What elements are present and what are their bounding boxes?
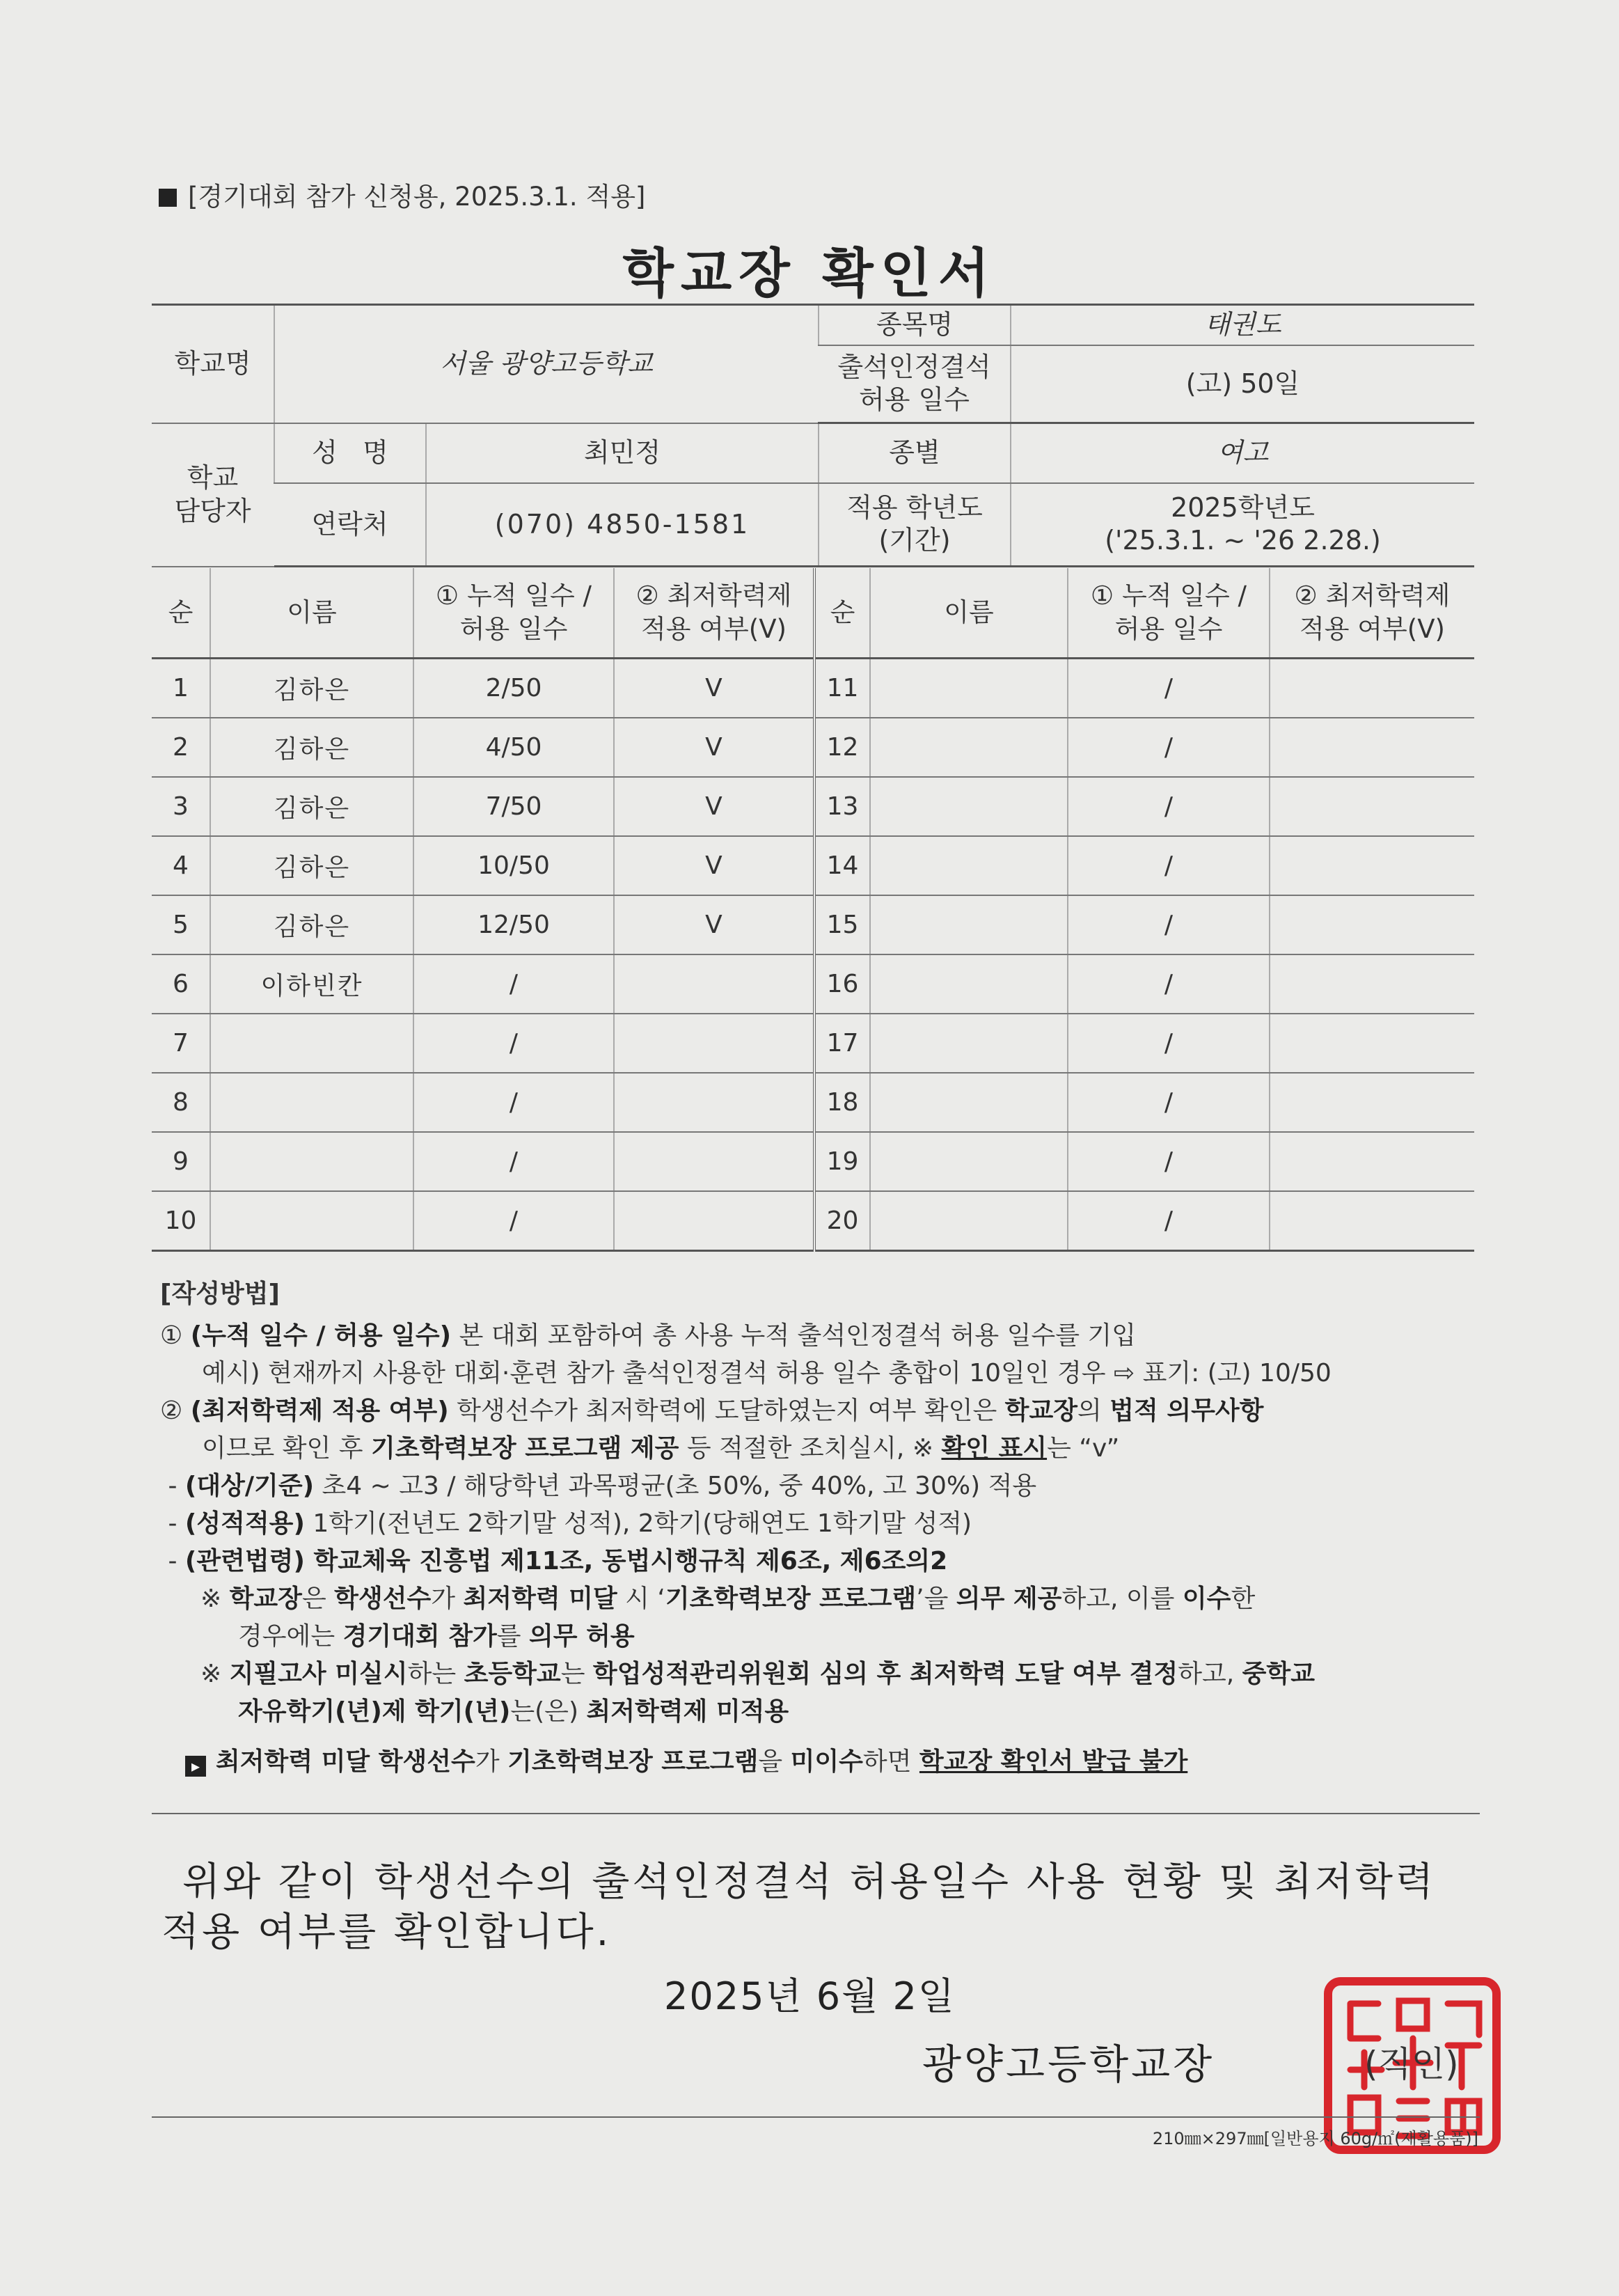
days-input[interactable]: / xyxy=(413,1191,614,1251)
days-input[interactable]: / xyxy=(413,954,614,1014)
divider xyxy=(152,1813,1480,1814)
check-mark[interactable]: V xyxy=(614,836,814,895)
instruction-line: 이므로 확인 후 기초학력보장 프로그램 제공 등 적절한 조치실시, ※ 확인 표시는 “v” xyxy=(202,1434,1120,1463)
col-name: 이름 xyxy=(210,568,413,659)
roster-header-row xyxy=(152,568,1474,659)
days-input[interactable]: / xyxy=(1068,1014,1270,1073)
seal-label: (직인) xyxy=(1364,2044,1459,2084)
check-mark[interactable] xyxy=(614,1014,814,1073)
check-mark[interactable] xyxy=(1270,1132,1474,1191)
instruction-line: - (관련법령) 학교체육 진흥법 제11조, 동법시행규칙 제6조, 제6조의2 xyxy=(160,1547,948,1575)
instruction-line: - (성적적용) 1학기(전년도 2학기말 성적), 2학기(당해연도 1학기말 성적) xyxy=(160,1509,972,1538)
days-input[interactable]: / xyxy=(413,1073,614,1132)
row-number: 19 xyxy=(814,1132,870,1191)
row-number: 7 xyxy=(152,1014,210,1073)
student-name[interactable] xyxy=(870,1014,1068,1073)
form-tag: [경기대회 참가 신청용, 2025.3.1. 적용] xyxy=(159,175,645,213)
check-mark[interactable]: V xyxy=(614,718,814,777)
event-value: 태권도 xyxy=(1011,305,1474,345)
row-number: 17 xyxy=(814,1014,870,1073)
check-mark[interactable] xyxy=(1270,1014,1474,1073)
year-label: 적용 학년도 (기간) xyxy=(819,483,1011,567)
days-input[interactable]: / xyxy=(1068,954,1270,1014)
row-number: 6 xyxy=(152,954,210,1014)
row-number: 18 xyxy=(814,1073,870,1132)
student-name[interactable] xyxy=(870,954,1068,1014)
confirmation-text: 위와 같이 학생선수의 출석인정결석 허용일수 사용 현황 및 최저학력 적용 여부를 확인합니다. xyxy=(161,1859,1437,1955)
check-mark[interactable] xyxy=(1270,836,1474,895)
days-input[interactable]: / xyxy=(1068,777,1270,836)
days-input[interactable]: / xyxy=(1068,659,1270,718)
row-number: 10 xyxy=(152,1191,210,1251)
student-name[interactable] xyxy=(870,1073,1068,1132)
check-mark[interactable] xyxy=(1270,659,1474,718)
check-mark[interactable]: V xyxy=(614,777,814,836)
row-number: 15 xyxy=(814,895,870,954)
roster-table xyxy=(152,568,1474,1252)
table-row xyxy=(152,659,1474,718)
days-input[interactable]: / xyxy=(1068,1191,1270,1251)
row-number: 16 xyxy=(814,954,870,1014)
instruction-line: 자유학기(년)제 학기(년)는(은) 최저학력제 미적용 xyxy=(238,1697,789,1726)
row-number: 3 xyxy=(152,777,210,836)
days-input[interactable]: / xyxy=(1068,895,1270,954)
paper-spec: 210㎜×297㎜[일반용지 60g/㎡(재활용품)] xyxy=(1152,2129,1478,2148)
arrow-right-icon: ▸ xyxy=(185,1756,206,1777)
check-mark[interactable] xyxy=(1270,895,1474,954)
instruction-line: ※ 학교장은 학생선수가 최저학력 미달 시 ‘기초학력보장 프로그램’을 의무 제공하고, 이를 이수한 xyxy=(200,1585,1256,1613)
student-name[interactable]: 이하빈칸 xyxy=(210,954,413,1014)
col-days: ① 누적 일수 / 허용 일수 xyxy=(413,568,614,659)
days-input[interactable]: / xyxy=(413,1014,614,1073)
col-days: ① 누적 일수 / 허용 일수 xyxy=(1068,568,1270,659)
col-no: 순 xyxy=(152,568,210,659)
days-input[interactable]: / xyxy=(413,1132,614,1191)
instruction-line: ② (최저학력제 적용 여부) 학생선수가 최저학력에 도달하였는지 여부 확인은 학교장의 법적 의무사항 xyxy=(160,1397,1264,1425)
square-bullet-icon xyxy=(159,189,177,207)
issue-date: 2025년 6월 2일 xyxy=(664,1974,956,2018)
student-name[interactable]: 김하은 xyxy=(210,895,413,954)
row-number: 5 xyxy=(152,895,210,954)
row-number: 20 xyxy=(814,1191,870,1251)
check-mark[interactable] xyxy=(1270,1191,1474,1251)
check-mark[interactable] xyxy=(1270,718,1474,777)
student-name[interactable]: 김하은 xyxy=(210,777,413,836)
allowed-days-label: 출석인정결석 허용 일수 xyxy=(819,345,1011,423)
instruction-line: 경우에는 경기대회 참가를 의무 허용 xyxy=(238,1622,635,1651)
days-input[interactable]: / xyxy=(1068,1132,1270,1191)
table-row xyxy=(152,1014,1474,1073)
instruction-line: ※ 지필고사 미실시하는 초등학교는 학업성적관리위원회 심의 후 최저학력 도달 여부 결정하고, 중학교 xyxy=(200,1660,1315,1688)
table-row xyxy=(152,836,1474,895)
col-check: ② 최저학력제 적용 여부(V) xyxy=(1270,568,1474,659)
year-value: 2025학년도 ('25.3.1. ~ '26 2.28.) xyxy=(1011,483,1474,567)
category-value: 여고 xyxy=(1011,423,1474,483)
table-row xyxy=(152,1191,1474,1251)
days-input[interactable]: 7/50 xyxy=(413,777,614,836)
student-name[interactable] xyxy=(870,659,1068,718)
check-mark[interactable] xyxy=(1270,1073,1474,1132)
student-name[interactable] xyxy=(870,1191,1068,1251)
student-name[interactable] xyxy=(870,1132,1068,1191)
document-title: 학교장 확인서 xyxy=(622,242,997,304)
student-name[interactable] xyxy=(210,1132,413,1191)
student-name[interactable] xyxy=(210,1191,413,1251)
table-row xyxy=(152,1132,1474,1191)
check-mark[interactable] xyxy=(1270,777,1474,836)
manager-label: 학교 담당자 xyxy=(152,423,274,567)
school-value: 서울 광양고등학교 xyxy=(274,305,819,423)
table-row xyxy=(152,954,1474,1014)
row-number: 14 xyxy=(814,836,870,895)
row-number: 11 xyxy=(814,659,870,718)
check-mark[interactable] xyxy=(1270,954,1474,1014)
student-name[interactable]: 김하은 xyxy=(210,836,413,895)
days-input[interactable]: / xyxy=(1068,836,1270,895)
student-name[interactable] xyxy=(870,836,1068,895)
instruction-line: ▸ 최저학력 미달 학생선수가 기초학력보장 프로그램을 미이수하면 학교장 확인서 발급 불가 xyxy=(160,1743,1476,1781)
contact-value: (070) 4850-1581 xyxy=(426,483,819,567)
instruction-line: - (대상/기준) 초4 ~ 고3 / 해당학년 과목평균(초 50%, 중 40%, 고 30%) 적용 xyxy=(160,1472,1037,1500)
check-mark[interactable] xyxy=(614,1073,814,1132)
category-label: 종별 xyxy=(819,423,1011,483)
table-row xyxy=(152,895,1474,954)
student-name[interactable] xyxy=(210,1014,413,1073)
row-number: 12 xyxy=(814,718,870,777)
student-name[interactable] xyxy=(870,895,1068,954)
days-input[interactable]: 12/50 xyxy=(413,895,614,954)
row-number: 8 xyxy=(152,1073,210,1132)
check-mark[interactable] xyxy=(614,1191,814,1251)
row-number: 9 xyxy=(152,1132,210,1191)
school-label: 학교명 xyxy=(152,305,274,423)
days-input[interactable]: / xyxy=(1068,1073,1270,1132)
row-number: 4 xyxy=(152,836,210,895)
event-label: 종목명 xyxy=(819,305,1011,345)
student-name[interactable] xyxy=(870,777,1068,836)
check-mark[interactable] xyxy=(614,954,814,1014)
table-row xyxy=(152,1073,1474,1132)
col-no: 순 xyxy=(814,568,870,659)
student-name[interactable] xyxy=(210,1073,413,1132)
days-input[interactable]: / xyxy=(1068,718,1270,777)
instructions xyxy=(160,1275,1476,1781)
contact-label: 연락처 xyxy=(274,483,426,567)
instruction-line: ① (누적 일수 / 허용 일수) 본 대회 포함하여 총 사용 누적 출석인정결석 허용 일수를 기입 xyxy=(160,1321,1136,1350)
row-number: 1 xyxy=(152,659,210,718)
check-mark[interactable]: V xyxy=(614,895,814,954)
row-number: 2 xyxy=(152,718,210,777)
name-label: 성 명 xyxy=(274,423,426,483)
student-name[interactable]: 김하은 xyxy=(210,659,413,718)
check-mark[interactable] xyxy=(614,1132,814,1191)
days-input[interactable]: 2/50 xyxy=(413,659,614,718)
instructions-heading: [작성방법] xyxy=(160,1280,281,1308)
days-input[interactable]: 10/50 xyxy=(413,836,614,895)
check-mark[interactable]: V xyxy=(614,659,814,718)
col-name: 이름 xyxy=(870,568,1068,659)
student-name[interactable] xyxy=(870,718,1068,777)
col-check: ② 최저학력제 적용 여부(V) xyxy=(614,568,814,659)
name-value: 최민정 xyxy=(426,423,819,483)
days-input[interactable]: 4/50 xyxy=(413,718,614,777)
instruction-line: 예시) 현재까지 사용한 대회·훈련 참가 출석인정결석 허용 일수 총합이 10일인 경우 ⇨ 표기: (고) 10/50 xyxy=(202,1359,1332,1387)
table-row xyxy=(152,777,1474,836)
row-number: 13 xyxy=(814,777,870,836)
principal-name: 광양고등학교장 xyxy=(922,2041,1215,2088)
divider xyxy=(152,2116,1480,2118)
table-row xyxy=(152,718,1474,777)
header-table xyxy=(152,304,1474,567)
student-name[interactable]: 김하은 xyxy=(210,718,413,777)
allowed-days-value: (고) 50일 xyxy=(1011,345,1474,423)
